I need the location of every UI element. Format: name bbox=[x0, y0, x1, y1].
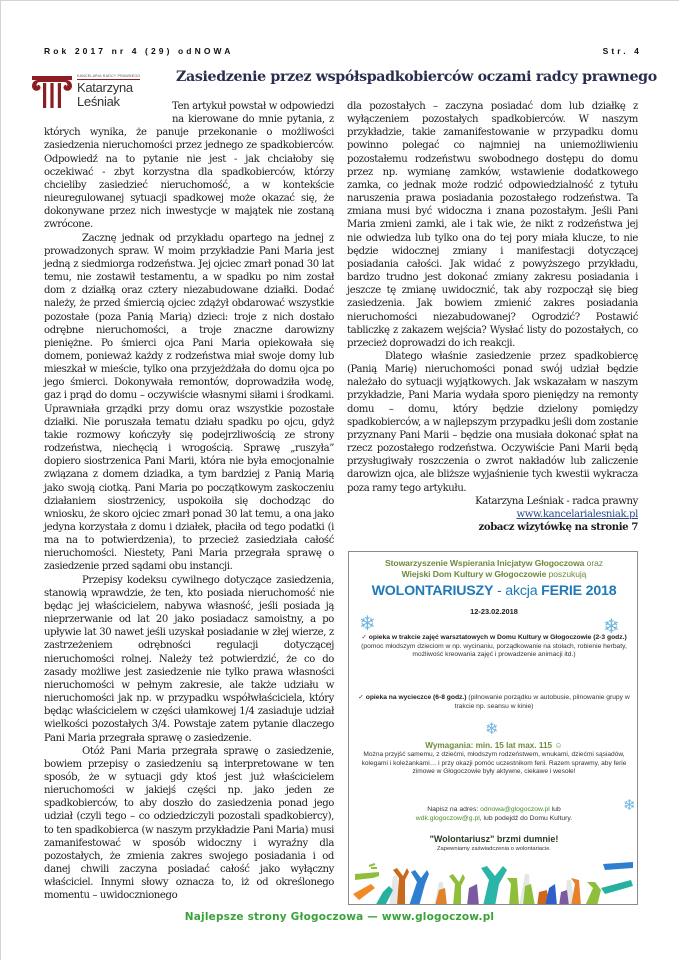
contact-or: lub bbox=[549, 806, 561, 813]
headline-holidays: FERIE 2018 bbox=[541, 583, 617, 599]
logo-spacer bbox=[44, 100, 172, 126]
organizer-culture-house: Wiejski Dom Kultury w Głogoczowie bbox=[401, 569, 547, 579]
issue-info: Rok 2017 nr 4 (29) odNOWA bbox=[44, 46, 234, 56]
headline-volunteers: WOLONTARIUSZY bbox=[371, 583, 494, 599]
logo-name-last: Leśniak bbox=[77, 94, 120, 109]
task-details: (pomoc młodszym dzieciom w np. wycinaniu, porządkowanie na stołach, robienie herbaty, możliwość kreowania zajęć i prowadzenie animacji itd.) bbox=[361, 642, 627, 659]
task-details: (pilnowanie porządku w autobusie, pilnowanie grupy w trakcie np. seansu w kinie) bbox=[454, 694, 630, 710]
page-number: Str. 4 bbox=[602, 46, 642, 56]
volunteer-flyer bbox=[348, 551, 638, 905]
article-title: Zasiedzenie przez współspadkobierców oczami radcy prawnego bbox=[176, 69, 657, 85]
newsletter-footer: Najlepsze strony Głogoczowa — www.glogoczow.pl bbox=[184, 911, 495, 923]
email-wdk-link[interactable]: wdk.glogoczow@g.pl bbox=[415, 815, 480, 822]
task-title: opieka na wycieczce (6-8 godz.) bbox=[365, 694, 467, 701]
article-column-left bbox=[44, 100, 334, 903]
paragraph-example: Zacznę jednak od przykładu opartego na jednej z prowadzonych spraw. W moim przykładzie Pani Maria jest jedną z siedmiorga rodzeństwa. Jej ojciec zmarł ponad 30 lat temu, nie zostawił testamentu, a w spadku po nim został dom z działką oraz cztery niezabudowane działki. Dodać należy, że przed śmiercią ojciec zdążył obdarować wszystkie pozostałe (poza Panią Marią) dzieci: troje z nich dostało odrębne nieruchomości, a troje znaczne darowizny pieniężne. Po śmierci ojca Pani Maria opiekowała się domem, ponieważ każdy z rodzeństwa miał swoje domy lub mieszkał w mieście, tylko ona przyjeżdżała do domu ojca po jego śmierci. Dokonywała remontów, doprowadziła wodę, gaz i prąd do domu – oczywiście własnymi siłami i środkami. Uprawniała grządki przy domu oraz wszystkie pozostałe działki. Nie poruszała tematu działu spadku po ojcu, gdyż takie rozmowy kończyły się podejrzliwością ze strony rodzeństwa, niechęcią i wrogością. Sprawę „ruszyła” dopiero siostrzenica Pani Marii, która nie była emocjonalnie związana z domem dziadka, a tym bardziej z Panią Marią jako swoją ciotką. Pani Maria po początkowym zaskoczeniu działaniem siostrzenicy, uspokoiła się dochodząc do wniosku, że skoro ojciec zmarł ponad 30 lat temu, a ona jako jedyna korzystała z domu i działek, płaciła od tego podatki (i ma na to potwierdzenia), to przecież zasiedziała całość nieruchomości. Niestety, Pani Maria przegrała sprawę o zasiedzenie przed sądami obu instancji. bbox=[44, 232, 334, 573]
raised-hands-illustration bbox=[349, 854, 638, 905]
contact-prefix: Napisz na adres: bbox=[427, 806, 481, 813]
flyer-requirements: Wymagania: min. 15 lat max. 115 ☺ bbox=[425, 741, 563, 750]
snowflake-icon: ❄ bbox=[359, 613, 376, 635]
contact-suffix: , lub podejdź do Domu Kultury. bbox=[479, 815, 573, 822]
flyer-dates: 12-23.02.2018 bbox=[470, 607, 518, 616]
organizer-conjunction: oraz bbox=[584, 558, 603, 568]
snowflake-icon: ❄ bbox=[603, 616, 620, 638]
paragraph-law: Przepisy kodeksu cywilnego dotyczące zasiedzenia, stanowią wprawdzie, że ten, kto posiada nieruchomość nie będąc jej właścicielem, nabywa własność, jeśli posiada ją nieprzerwanie od lat 20 jako posiadacz samoistny, a po upływie lat 30 nawet jeśli uzyskał posiadanie w złej wierze, z zastrzeżeniem odrębności regulacji dotyczącej nieruchomości rolnej. Należy też potwierdzić, że co do zasady możliwe jest zasiedzenie nie tylko prawa własności nieruchomości w pełnym zakresie, ale także udziału w nieruchomości jak np. w przypadku współwłaściciela, który będąc właścicielem w części ułamkowej 1/4 zasiaduje udział wielkości pozostałych 3/4. Powstaje zatem pytanie dlaczego Pani Maria przegrała sprawę o zasiedzenie. bbox=[44, 574, 334, 744]
flyer-headline bbox=[349, 583, 638, 599]
logo-name-first: Katarzyna bbox=[77, 80, 133, 95]
organizer-verb: poszukują bbox=[546, 569, 587, 579]
flyer-task-trip bbox=[357, 694, 631, 711]
see-business-card-note: zobacz wizytówkę na stronie 7 bbox=[478, 522, 638, 533]
check-icon: ✓ bbox=[358, 694, 364, 701]
flyer-certificate-note: Zapewniamy zaświadczenia o wolontariacie. bbox=[436, 846, 552, 852]
snowflake-icon: ❄ bbox=[623, 797, 636, 814]
flyer-description: Można przyjść samemu, z dziećmi, młodszym rodzeństwem, wnukami, dziećmi sąsiadów, kolegami i koleżankami… i przy okazji pomóc uczestnikom ferii. Razem sprawmy, aby ferie zimowe w Głogoczowie były aktywne, ciekawe i wesołe! bbox=[361, 751, 627, 775]
website-link[interactable]: www.kancelarialesniak.pl bbox=[516, 508, 638, 520]
flyer-task-workshops bbox=[357, 634, 631, 660]
article-column-right bbox=[347, 100, 638, 534]
task-title: opieka w trakcie zajęć warsztatowych w Domu Kultury w Głogoczowie (2-3 godz.) bbox=[368, 634, 627, 641]
flyer-contact bbox=[349, 805, 638, 823]
check-icon: ✓ bbox=[361, 634, 367, 641]
paragraph-intro: Ten artykuł powstał w odpowiedzi na kierowane do mnie pytania, z których wynika, że panuje przekonanie o możliwości zasiedzenia nieruchomości przez jednego ze spadkobierców. Odpowiedź na to pytanie nie jest - jak chciałoby się oczekiwać - zbyt korzystna dla spadkobierców, którzy chcieliby zasiedzieć nieruchomość, a w kontekście nieuregulowanej sytuacji spadkowej może okazać się, że dokonywane przez nich inwestycje w majątek nie zostaną zwrócone. bbox=[44, 101, 334, 231]
organizer-association: Stowarzyszenie Wspierania Inicjatyw Głogoczowa bbox=[385, 558, 585, 568]
running-head bbox=[44, 46, 642, 58]
email-odnowa-link[interactable]: odnowa@glogoczow.pl bbox=[480, 806, 550, 813]
paragraph-continuation: dla pozostałych – zaczyna posiadać dom lub działkę z wyłączeniem pozostałych spadkobierców. W naszym przykładzie, takie zamanifestowanie w przypadku domu powinno polegać co najmniej na uniemożliwieniu pozostałemu rodzeństwu swobodnego dostępu do domu przez np. wymianę zamków, wstawienie dodatkowego zamka, co jednak może rodzić odpowiedzialność z tytułu naruszenia prawa posiadania pozostałego rodzeństwa. Ta zmiana musi być widoczna i znana pozostałym. Jeśli Pani Maria zmieni zamki, ale i tak wie, że nikt z rodzeństwa jej nie odwiedza lub tylko ona do tej pory miała klucze, to nie będzie widocznej zmiany i manifestacji dotyczącej posiadania całości. Jak widać z powyższego przykładu, bardzo trudno jest dokonać zmiany zakresu posiadania i jeszcze tę zmianę uwidocznić, tak aby rozpoczął się bieg zasiedzenia. Jak bowiem zmienić zakres posiadania nieruchomości niezabudowanej? Ogrodzić? Postawić tabliczkę z zakazem wejścia? Wysłać listy do pozostałych, co przecież doprowadzi do ich reakcji. bbox=[347, 101, 638, 349]
snowflake-icon: ❄ bbox=[485, 721, 499, 738]
logo-tagline: KANCELARIA RADCY PRAWNEGO bbox=[77, 74, 141, 78]
paragraph-conclusion: Dlatego właśnie zasiedzenie przez spadkobiercę (Panią Marię) nieruchomości ponad swój udział będzie należało do sytuacji wyjątkowych. Jak wskazałam w naszym przykładzie, Pani Maria wydała sporo pieniędzy na remonty domu – domu, który będzie dzielony pomiędzy spadkobierców, a w najlepszym przypadku jeśli dom zostanie przyznany Pani Marii – będzie ona musiała dokonać spłat na rzecz pozostałego rodzeństwa. Oczywiście Pani Marii będą przysługiwały roszczenia o zwrot nakładów lub zaliczenie darowizn ojca, ale bliższe wyjaśnienie tych kwestii wykracza poza ramy tego artykułu. bbox=[347, 350, 638, 494]
flyer-slogan: "Wolontariusz" brzmi dumnie! bbox=[429, 834, 559, 844]
headline-action: - akcja bbox=[493, 583, 542, 599]
author-signature: Katarzyna Leśniak - radca prawny bbox=[475, 495, 638, 507]
paragraph-explanation: Otóż Pani Maria przegrała sprawę o zasiedzenie, bowiem przepisy o zasiedzeniu są interpretowane w ten sposób, że w sytuacji gdy ktoś jest już właścicielem nieruchomości w jakiejś części np. jako jeden ze spadkobierców, to aby doszło do zasiedzenia ponad jego udział (czyli tego – co odziedziczyli pozostali spadkobiercy), to ten spadkobierca (w naszym przykładzie Pani Maria) musi zamanifestować w sposób widoczny i wyraźny dla pozostałych, że zmienia zakres swojego posiadania i od danej chwili zaczyna posiadać całość jako wyłączny właściciel. Innymi słowy oznacza to, iż od określonego momentu – uwidocznionego bbox=[44, 745, 334, 902]
flyer-organizers bbox=[349, 558, 638, 580]
